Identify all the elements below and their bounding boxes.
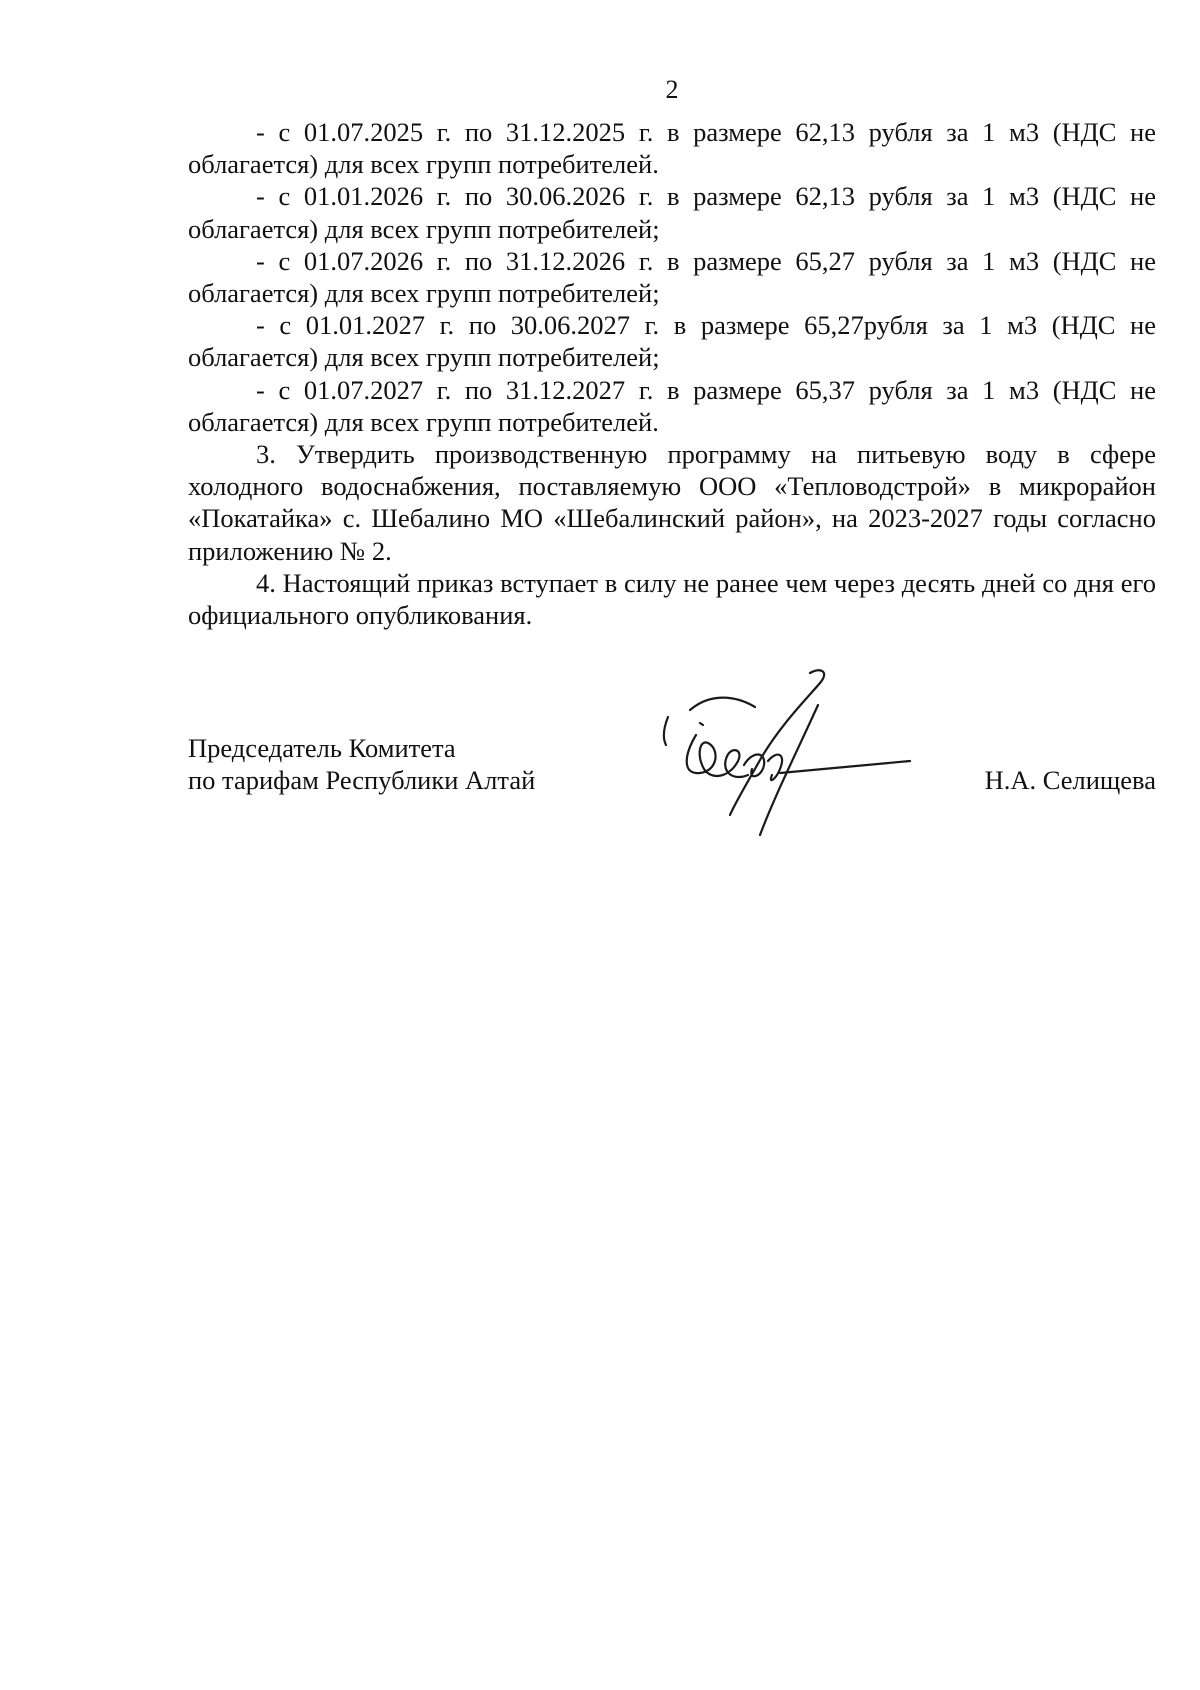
paragraph-item-3: 3. Утвердить производственную программу на питьевую воду в сфере холодного водоснабжения, поставляемую ООО «Тепловодстрой» в микрорайон «Покатайка» с. Шебалино МО «Шебалинский район», на 2023-2027 годы согласно приложению № 2. <box>188 439 1156 566</box>
paragraph-item-4: 4. Настоящий приказ вступает в силу не ранее чем через десять дней со дня его официального опубликования. <box>188 567 1156 631</box>
paragraph-tariff-2025-h2: - с 01.07.2025 г. по 31.12.2025 г. в размере 62,13 рубля за 1 м3 (НДС не облагается) для всех групп потребителей. <box>188 117 1156 180</box>
paragraph-tariff-2027-h2: - с 01.07.2027 г. по 31.12.2027 г. в размере 65,37 рубля за 1 м3 (НДС не облагается) для всех групп потребителей. <box>188 374 1156 437</box>
paragraph-tariff-2026-h1: - с 01.01.2026 г. по 30.06.2026 г. в размере 62,13 рубля за 1 м3 (НДС не облагается) для всех групп потребителей; <box>188 181 1156 244</box>
signatory-name: Н.А. Селищева <box>984 765 1156 795</box>
handwritten-signature-icon <box>660 665 940 855</box>
paragraph-tariff-2026-h2: - с 01.07.2026 г. по 31.12.2026 г. в размере 65,27 рубля за 1 м3 (НДС не облагается) для всех групп потребителей; <box>188 245 1156 309</box>
page-number: 2 <box>665 75 679 104</box>
signatory-title-line-2: по тарифам Республики Алтай <box>188 765 536 795</box>
signature-strokes <box>664 670 910 835</box>
signatory-title <box>188 732 535 796</box>
signatory-title-line-1: Председатель Комитета <box>188 733 456 763</box>
paragraph-tariff-2027-h1: - с 01.01.2027 г. по 30.06.2027 г. в размере 65,27рубля за 1 м3 (НДС не облагается) для всех групп потребителей; <box>188 310 1156 373</box>
document-body <box>188 116 1156 631</box>
